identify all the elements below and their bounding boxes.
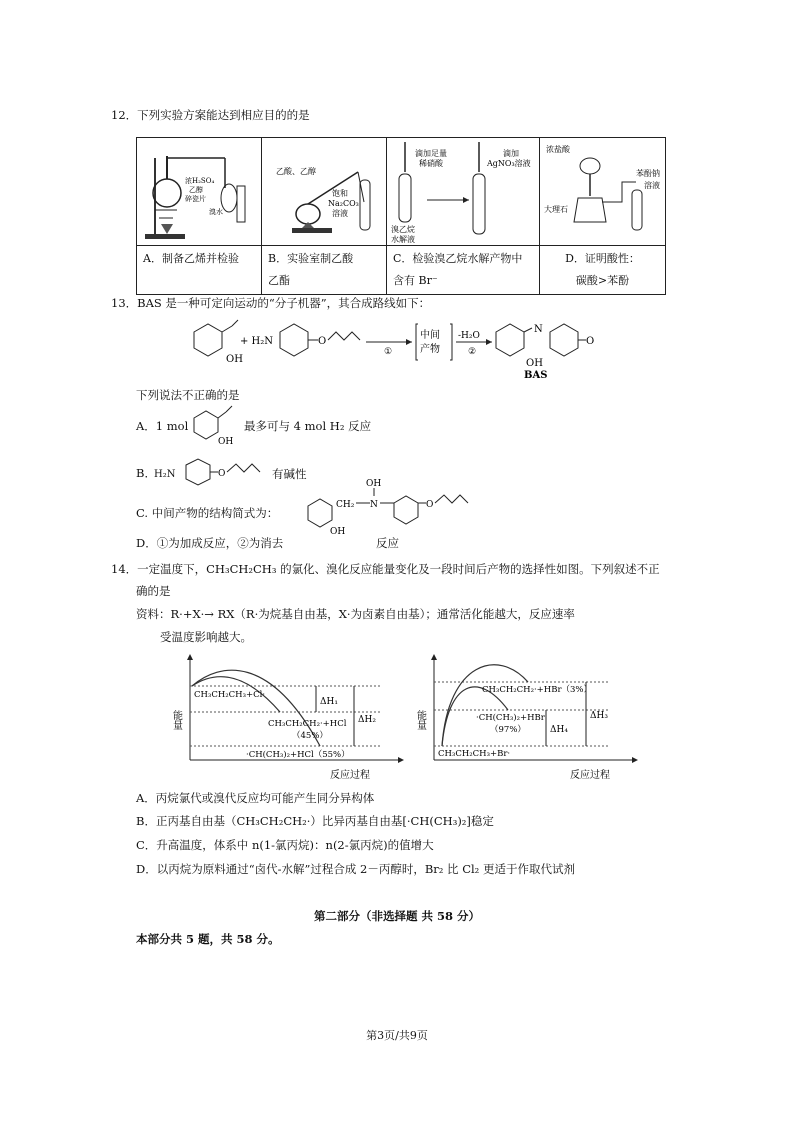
bas-synthesis-scheme: [180, 316, 610, 380]
q13-option-d: D．①为加成反应，②为消去: [136, 536, 284, 550]
scheme-oh-2: OH: [526, 358, 543, 369]
q14-info-line2: 受温度影响越大。: [160, 630, 252, 644]
intermediate-structure-icon: [300, 476, 480, 536]
opt-a-oh: OH: [218, 437, 234, 447]
fig-hydrolysis-apparatus: [387, 138, 539, 245]
q14-info-line1: 资料：R·+X·→ RX（R·为烷基自由基，X·为卤素自由基）；通常活化能越大，反应速率: [136, 607, 575, 621]
right-dh3: ΔH₃: [590, 711, 608, 721]
left-product1-selectivity: （45%）: [292, 731, 328, 741]
left-dh1: ΔH₁: [320, 697, 338, 707]
part2-title: 第二部分（非选择题 共 58 分）: [313, 909, 480, 923]
page-footer: 第3页/共9页: [366, 1029, 428, 1042]
fig-ethylene-apparatus: [137, 138, 261, 245]
q13-option-b-amine: H₂N: [154, 469, 176, 480]
fig4-label-phenoxide: 苯酚钠: [636, 169, 660, 178]
q13-option-a-post: 最多可与 4 mol H₂ 反应: [244, 419, 372, 433]
scheme-minus-water: -H₂O: [458, 331, 480, 341]
right-product2-selectivity: （97%）: [490, 725, 526, 735]
q13-option-b-pre: B．: [136, 466, 156, 480]
q13-option-d-post: 反应: [376, 536, 399, 550]
fig3-label-agno3: AgNO₃溶液: [487, 159, 531, 168]
opt-c-o: O: [426, 500, 434, 510]
right-product1-label: CH₃CH₂CH₂·+HBr（3%）: [482, 685, 593, 695]
fig2-label-reactants: 乙酸、乙醇: [276, 167, 316, 176]
right-ylabel: 能量: [414, 710, 426, 730]
right-xlabel: 反应过程: [570, 770, 610, 781]
q14-option-b: B．正丙基自由基（CH₃CH₂CH₂·）比异丙基自由基[·CH(CH₃)₂]稳定: [136, 814, 494, 828]
fig4-label-hcl: 浓盐酸: [546, 145, 570, 154]
fig1-label-acid: 浓H₂SO₄: [185, 177, 215, 185]
q14-option-d: D．以丙烷为原料通过“卤代-水解”过程合成 2－丙醇时，Br₂ 比 Cl₂ 更适于作取代试剂: [136, 862, 575, 876]
scheme-oh-1: OH: [226, 354, 243, 365]
salicylaldehyde-structure-icon: [190, 404, 242, 446]
chlorination-energy-diagram: [170, 652, 405, 784]
fig4-label-marble: 大理石: [544, 205, 568, 214]
fig2-label-na2co3: Na₂CO₃: [328, 199, 359, 208]
scheme-intermediate-2: 产物: [420, 344, 440, 355]
scheme-n: N: [534, 324, 543, 335]
q12-option-a: A．制备乙烯并检验: [143, 252, 239, 265]
fig-ester-apparatus: [262, 138, 386, 245]
ester-apparatus-icon: [262, 138, 386, 245]
left-product2-label: ·CH(CH₃)₂+HCl（55%）: [246, 750, 350, 760]
fig1-label-bromine: 溴水: [209, 208, 223, 216]
opt-b-o: O: [218, 469, 226, 479]
part2-note: 本部分共 5 题，共 58 分。: [136, 932, 280, 946]
bromination-energy-diagram: [414, 652, 640, 784]
ethylene-apparatus-icon: [137, 138, 261, 245]
opt-c-n: N: [370, 500, 378, 510]
fig3-label-hno3: 稀硝酸: [419, 159, 443, 168]
q14-option-c: C．升高温度，体系中 n(1-氯丙烷)：n(2-氯丙烷)的值增大: [136, 838, 434, 852]
q13-option-c: C. 中间产物的结构简式为：: [136, 506, 279, 520]
fig-acid-apparatus: [540, 138, 665, 245]
test-tube-apparatus-icon: [387, 138, 539, 245]
scheme-intermediate-1: 中间: [420, 330, 440, 341]
left-dh2: ΔH₂: [358, 715, 376, 725]
fig2-label-solution: 溶液: [332, 209, 348, 218]
left-ylabel: 能量: [170, 710, 182, 730]
q14-option-a: A．丙烷氯代或溴代反应均可能产生同分异构体: [136, 791, 375, 805]
opt-c-ch2: CH₂: [336, 500, 355, 510]
q13-prompt: 下列说法不正确的是: [136, 388, 240, 402]
right-product2-label: ·CH(CH₃)₂+HBr: [476, 713, 545, 723]
q13-option-a-pre: A．1 mol: [136, 419, 189, 433]
fig3-label-bromoethane: 溴乙烷: [391, 225, 415, 234]
q13-stem: 13．BAS 是一种可定向运动的“分子机器”，其合成路线如下：: [111, 296, 431, 310]
fig4-label-solution: 溶液: [644, 181, 660, 190]
q14-stem-line1: 14．一定温度下，CH₃CH₂CH₃ 的氯化、溴化反应能量变化及一段时间后产物的选择性如图。下列叙述不正: [111, 562, 660, 576]
scheme-step1: ①: [384, 347, 393, 357]
scheme-step2: ②: [468, 347, 477, 357]
scheme-bas-label: BAS: [524, 370, 548, 381]
fig2-label-saturated: 饱和: [332, 189, 348, 198]
scheme-plus-amine: + H₂N: [240, 336, 274, 347]
fig3-label-add: 滴加: [503, 149, 519, 158]
q14-stem-line2: 确的是: [136, 584, 171, 598]
q12-option-c: C．检验溴乙烷水解产物中 含有 Br⁻: [393, 252, 523, 287]
scheme-o-1: O: [318, 336, 327, 347]
aminophenyl-ether-structure-icon: [176, 455, 276, 489]
fig3-label-excess: 滴加足量: [415, 149, 447, 158]
fig1-label-chips: 碎瓷片: [185, 195, 206, 203]
q13-option-b-post: 有碱性: [272, 467, 307, 481]
q12-stem: 12．下列实验方案能达到相应目的的是: [111, 108, 310, 122]
scheme-o-2: O: [586, 336, 595, 347]
left-xlabel: 反应过程: [330, 770, 370, 781]
opt-c-oh-top: OH: [366, 479, 382, 489]
q12-option-d: D．证明酸性： 碳酸>苯酚: [565, 252, 640, 287]
right-dh4: ΔH₄: [550, 725, 568, 735]
left-reactant-label: CH₃CH₂CH₃+Cl·: [194, 690, 266, 700]
opt-c-oh-bottom: OH: [330, 527, 346, 537]
q12-option-b: B．实验室制乙酸 乙酯: [268, 252, 354, 287]
q12-table: [136, 137, 666, 295]
fig3-label-hydrolysate: 水解液: [391, 235, 415, 244]
acid-apparatus-icon: [540, 138, 665, 245]
right-reactant-label: CH₃CH₂CH₃+Br·: [438, 749, 511, 759]
left-product1-label: CH₃CH₂CH₂·+HCl: [268, 719, 347, 729]
fig1-label-ethanol: 乙醇: [189, 186, 203, 194]
